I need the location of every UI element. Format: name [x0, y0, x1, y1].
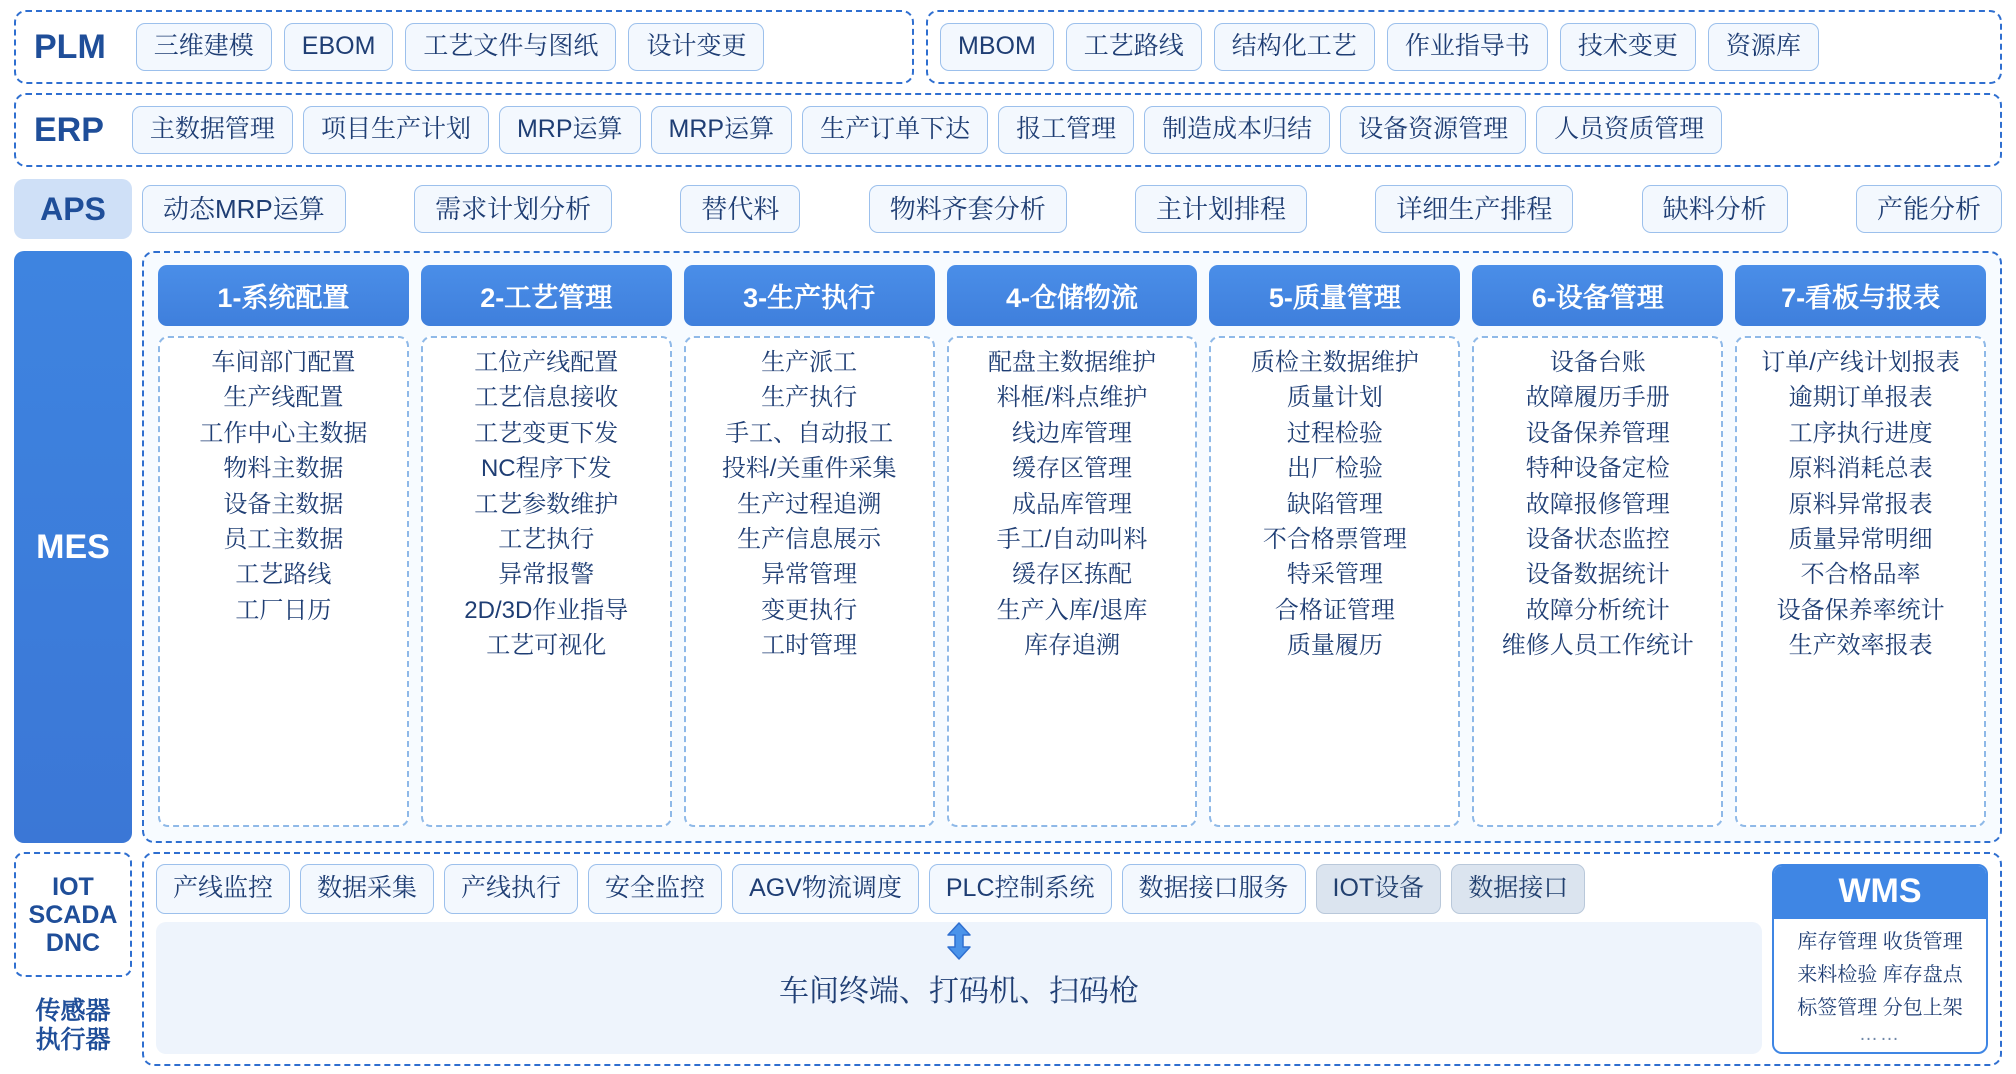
list-item[interactable]: 故障分析统计 [1525, 596, 1670, 624]
iot-scada-dnc-label [14, 852, 132, 977]
list-item[interactable]: 维修人员工作统计 [1501, 632, 1694, 660]
mes-row [14, 251, 2002, 843]
list-item[interactable]: 订单/产线计划报表 [1761, 349, 1960, 376]
erp-item-7[interactable]: 设备资源管理 [1340, 106, 1526, 154]
list-item[interactable]: 工艺执行 [498, 525, 595, 553]
bottom-left-labels [14, 852, 132, 1066]
sensor-actuator-label [14, 985, 132, 1066]
plm-label: PLM [34, 27, 106, 66]
mes-column-5-title[interactable]: 5-质量管理 [1209, 265, 1460, 326]
list-item[interactable]: 质量计划 [1286, 384, 1383, 412]
wms-panel[interactable] [1772, 864, 1988, 1054]
wms-line-1: 库存管理 收货管理 [1797, 931, 1963, 953]
list-item[interactable]: 设备保养率统计 [1776, 596, 1945, 624]
mes-column-3 [684, 265, 935, 827]
list-item[interactable]: 工艺参数维护 [474, 490, 619, 518]
iot-item-3[interactable]: 安全监控 [588, 864, 722, 914]
list-item[interactable]: 故障履历手册 [1525, 384, 1670, 412]
list-item[interactable]: 原料消耗总表 [1788, 455, 1933, 483]
erp-item-2[interactable]: MRP运算 [499, 106, 641, 154]
mes-column-5 [1209, 265, 1460, 827]
erp-item-1[interactable]: 项目生产计划 [303, 106, 489, 154]
list-item[interactable]: 手工/自动叫料 [996, 525, 1148, 553]
wms-ellipsis: …… [1859, 1024, 1901, 1045]
iot-item-5[interactable]: PLC控制系统 [929, 864, 1112, 914]
mes-column-2-body [421, 336, 672, 827]
plm-item-5[interactable]: 工艺路线 [1066, 23, 1202, 71]
sensor-label-line-1: 传感器 [35, 996, 111, 1025]
plm-item-6[interactable]: 结构化工艺 [1214, 23, 1375, 71]
aps-item-1[interactable]: 需求计划分析 [414, 185, 612, 234]
wms-line-3: 标签管理 分包上架 [1797, 997, 1963, 1019]
list-item[interactable]: 工艺可视化 [486, 632, 607, 660]
list-item[interactable]: 设备状态监控 [1525, 525, 1670, 553]
mes-panel [142, 251, 2002, 843]
list-item[interactable]: 不合格品率 [1800, 561, 1921, 589]
mes-column-4-body [947, 336, 1198, 827]
list-item[interactable]: 质检主数据维护 [1250, 349, 1419, 376]
mes-column-6-title[interactable]: 6-设备管理 [1472, 265, 1723, 326]
aps-item-6[interactable]: 缺料分析 [1642, 185, 1788, 234]
mes-label: MES [14, 251, 132, 843]
list-item[interactable]: 投料/关重件采集 [721, 455, 897, 483]
iot-item-1[interactable]: 数据采集 [300, 864, 434, 914]
aps-item-4[interactable]: 主计划排程 [1135, 185, 1307, 234]
mes-column-3-title[interactable]: 3-生产执行 [684, 265, 935, 326]
list-item[interactable]: 生产入库/退库 [996, 596, 1148, 624]
list-item[interactable]: NC程序下发 [480, 455, 612, 483]
iot-item-2[interactable]: 产线执行 [444, 864, 578, 914]
mes-column-2-title[interactable]: 2-工艺管理 [421, 265, 672, 326]
bottom-main-panel [142, 852, 2002, 1066]
plm-item-0[interactable]: 三维建模 [136, 23, 272, 71]
list-item[interactable]: 设备数据统计 [1525, 561, 1670, 589]
list-item[interactable]: 工序执行进度 [1788, 419, 1933, 447]
list-item[interactable]: 工厂日历 [235, 596, 332, 624]
mes-column-7 [1735, 265, 1986, 827]
list-item[interactable]: 工艺信息接收 [474, 384, 619, 412]
plm-item-3[interactable]: 设计变更 [628, 23, 764, 71]
list-item[interactable]: 车间部门配置 [211, 349, 356, 376]
mes-column-4-title[interactable]: 4-仓储物流 [947, 265, 1198, 326]
iot-item-7[interactable]: IOT设备 [1316, 864, 1442, 914]
list-item[interactable]: 缺陷管理 [1286, 490, 1383, 518]
up-down-arrow-icon [944, 922, 974, 960]
list-item[interactable]: 配盘主数据维护 [988, 349, 1156, 376]
list-item[interactable]: 生产过程追溯 [737, 490, 882, 518]
list-item[interactable]: 异常管理 [761, 561, 858, 589]
mes-column-7-body [1735, 336, 1986, 827]
list-item[interactable]: 员工主数据 [223, 525, 344, 553]
plm-item-2[interactable]: 工艺文件与图纸 [405, 23, 616, 71]
plm-item-1[interactable]: EBOM [284, 23, 394, 71]
wms-title: WMS [1774, 866, 1986, 919]
bottom-row [14, 852, 2002, 1066]
list-item[interactable]: 库存追溯 [1024, 632, 1120, 660]
iot-label-line-3: DNC [45, 928, 101, 957]
list-item[interactable]: 2D/3D作业指导 [464, 596, 629, 624]
mes-column-1-title[interactable]: 1-系统配置 [158, 265, 409, 326]
erp-item-5[interactable]: 报工管理 [998, 106, 1134, 154]
iot-items [156, 864, 1762, 914]
mes-column-6-body [1472, 336, 1723, 827]
list-item[interactable]: 故障报修管理 [1525, 490, 1670, 518]
list-item[interactable]: 缓存区拣配 [1012, 561, 1132, 589]
aps-item-7[interactable]: 产能分析 [1856, 185, 2002, 234]
list-item[interactable]: 原料异常报表 [1788, 490, 1933, 518]
list-item[interactable]: 生产执行 [761, 384, 858, 412]
list-item[interactable]: 缓存区管理 [1012, 455, 1132, 483]
plm-item-7[interactable]: 作业指导书 [1387, 23, 1548, 71]
plm-row [14, 10, 2002, 84]
aps-label: APS [14, 179, 132, 239]
list-item[interactable]: 设备主数据 [223, 490, 344, 518]
erp-label: ERP [34, 110, 104, 149]
list-item[interactable]: 工艺路线 [235, 561, 332, 589]
list-item[interactable]: 变更执行 [761, 596, 858, 624]
list-item[interactable]: 生产效率报表 [1788, 632, 1933, 660]
mes-column-1-body [158, 336, 409, 827]
erp-item-4[interactable]: 生产订单下达 [802, 106, 988, 154]
sensor-label-line-2: 执行器 [35, 1025, 111, 1054]
list-item[interactable]: 工时管理 [761, 632, 858, 660]
list-item[interactable]: 成品库管理 [1012, 490, 1132, 518]
list-item[interactable]: 生产线配置 [223, 384, 344, 412]
aps-item-5[interactable]: 详细生产排程 [1375, 185, 1573, 234]
erp-item-8[interactable]: 人员资质管理 [1536, 106, 1722, 154]
list-item[interactable]: 出厂检验 [1286, 455, 1383, 483]
mes-column-3-body [684, 336, 935, 827]
list-item[interactable]: 生产派工 [761, 349, 858, 376]
list-item[interactable]: 工位产线配置 [474, 349, 619, 376]
plm-item-4[interactable]: MBOM [940, 23, 1054, 71]
wms-body [1774, 919, 1986, 1052]
iot-label-line-1: IOT [52, 872, 94, 901]
iot-item-4[interactable]: AGV物流调度 [732, 864, 919, 914]
mes-column-2 [421, 265, 672, 827]
mes-column-4 [947, 265, 1198, 827]
list-item[interactable]: 特采管理 [1286, 561, 1383, 589]
list-item[interactable]: 设备台账 [1549, 349, 1646, 376]
list-item[interactable]: 过程检验 [1286, 419, 1383, 447]
list-item[interactable]: 合格证管理 [1274, 596, 1395, 624]
mes-column-1 [158, 265, 409, 827]
aps-items [142, 185, 2002, 234]
iot-item-0[interactable]: 产线监控 [156, 864, 290, 914]
erp-item-6[interactable]: 制造成本归结 [1144, 106, 1330, 154]
list-item[interactable]: 手工、自动报工 [725, 419, 894, 447]
list-item[interactable]: 质量履历 [1286, 632, 1383, 660]
mes-column-5-body [1209, 336, 1460, 827]
list-item[interactable]: 设备保养管理 [1525, 419, 1670, 447]
plm-item-9[interactable]: 资源库 [1708, 23, 1819, 71]
aps-row [14, 176, 2002, 242]
list-item[interactable]: 工作中心主数据 [199, 419, 368, 447]
mes-column-7-title[interactable]: 7-看板与报表 [1735, 265, 1986, 326]
plm-item-8[interactable]: 技术变更 [1560, 23, 1696, 71]
list-item[interactable]: 线边库管理 [1012, 419, 1132, 447]
iot-label-line-2: SCADA [28, 900, 118, 929]
list-item[interactable]: 逾期订单报表 [1788, 384, 1933, 412]
mes-column-6 [1472, 265, 1723, 827]
aps-item-2[interactable]: 替代料 [680, 185, 800, 234]
erp-item-3[interactable]: MRP运算 [651, 106, 793, 154]
list-item[interactable]: 异常报警 [498, 561, 595, 589]
list-item[interactable]: 物料主数据 [223, 455, 344, 483]
list-item[interactable]: 生产信息展示 [737, 525, 882, 553]
list-item[interactable]: 特种设备定检 [1525, 455, 1670, 483]
plm-right-group [926, 10, 2002, 84]
bottom-center [156, 864, 1762, 1054]
iot-item-6[interactable]: 数据接口服务 [1122, 864, 1306, 914]
list-item[interactable]: 质量异常明细 [1788, 525, 1933, 553]
list-item[interactable]: 不合格票管理 [1262, 525, 1407, 553]
plm-left-group [14, 10, 914, 84]
erp-row [14, 93, 2002, 167]
iot-item-8[interactable]: 数据接口 [1451, 864, 1585, 914]
list-item[interactable]: 工艺变更下发 [474, 419, 619, 447]
erp-item-0[interactable]: 主数据管理 [132, 106, 293, 154]
aps-item-0[interactable]: 动态MRP运算 [142, 185, 346, 234]
shopfloor-terminal-bar: 车间终端、打码机、扫码枪 [156, 922, 1762, 1055]
list-item[interactable]: 料框/料点维护 [996, 384, 1148, 412]
wms-line-2: 来料检验 库存盘点 [1797, 964, 1963, 986]
aps-item-3[interactable]: 物料齐套分析 [869, 185, 1067, 234]
